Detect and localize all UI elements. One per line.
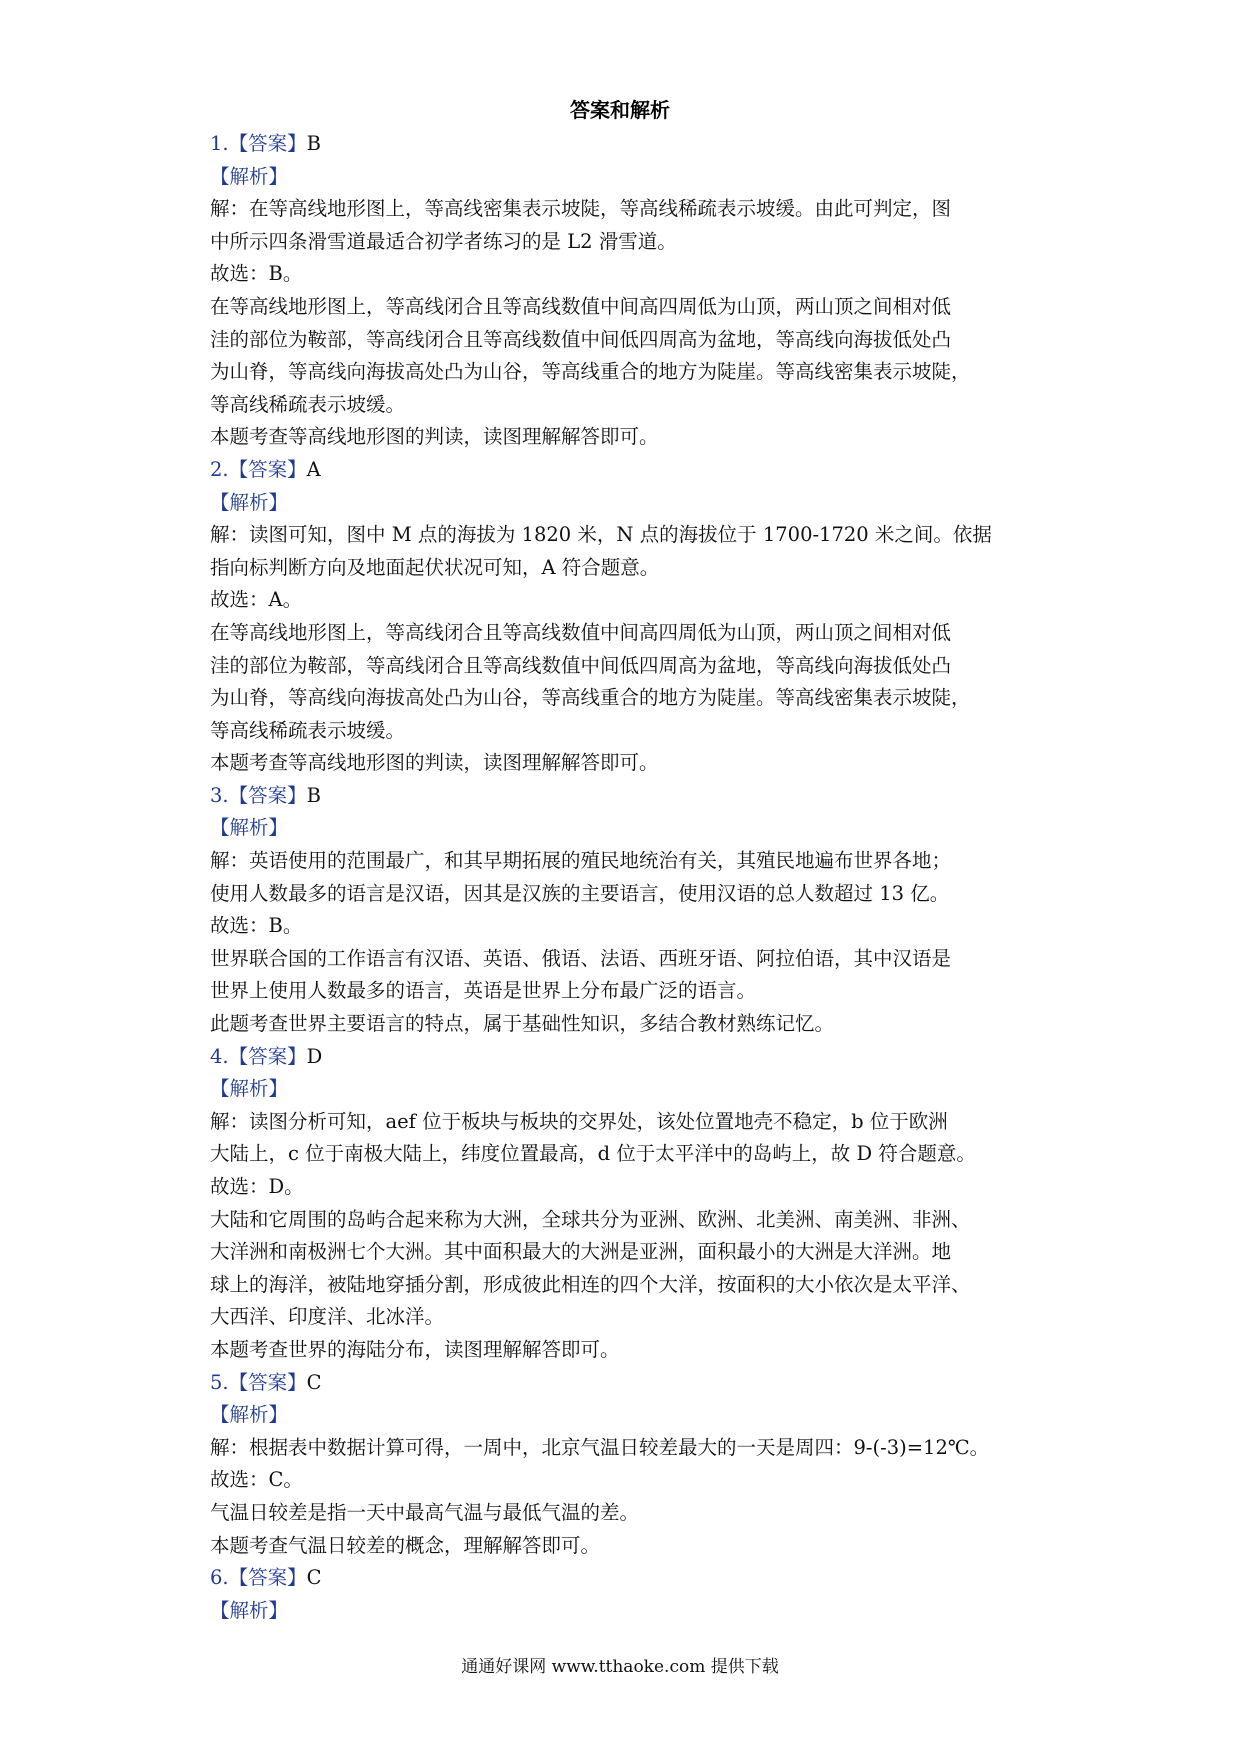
analysis-line: 洼的部位为鞍部，等高线闭合且等高线数值中间低四周高为盆地，等高线向海拔低处凸 bbox=[210, 327, 952, 351]
answer-tag: 【答案】 bbox=[228, 1370, 307, 1394]
analysis-tag: 【解析】 bbox=[210, 164, 289, 188]
analysis-line: 故选：A。 bbox=[210, 588, 303, 612]
answer-tag: 【答案】 bbox=[228, 1566, 307, 1590]
analysis-line: 为山脊，等高线向海拔高处凸为山谷，等高线重合的地方为陡崖。等高线密集表示坡陡， bbox=[210, 360, 971, 384]
analysis-line: 大陆上，c 位于南极大陆上，纬度位置最高，d 位于太平洋中的岛屿上，故 D 符合题意。 bbox=[210, 1142, 976, 1166]
analysis-line: 在等高线地形图上，等高线闭合且等高线数值中间高四周低为山顶，两山顶之间相对低 bbox=[210, 620, 952, 644]
analysis-line: 世界上使用人数最多的语言，英语是世界上分布最广泛的语言。 bbox=[210, 979, 757, 1003]
analysis-line: 为山脊，等高线向海拔高处凸为山谷，等高线重合的地方为陡崖。等高线密集表示坡陡， bbox=[210, 686, 971, 710]
answer-value: B bbox=[306, 783, 321, 807]
analysis-line: 中所示四条滑雪道最适合初学者练习的是 L2 滑雪道。 bbox=[210, 229, 677, 253]
answer-heading bbox=[210, 780, 1040, 813]
analysis-line: 此题考查世界主要语言的特点，属于基础性知识，多结合教材熟练记忆。 bbox=[210, 1012, 835, 1036]
analysis-line: 本题考查等高线地形图的判读，读图理解解答即可。 bbox=[210, 751, 659, 775]
analysis-line: 大洋洲和南极洲七个大洲。其中面积最大的大洲是亚洲，面积最小的大洲是大洋洲。地 bbox=[210, 1240, 952, 1264]
question-block bbox=[210, 1367, 1040, 1563]
analysis-line: 解：读图可知，图中 M 点的海拔为 1820 米，N 点的海拔位于 1700-1720 米之间。依据 bbox=[210, 523, 992, 547]
analysis-line: 使用人数最多的语言是汉语，因其是汉族的主要语言，使用汉语的总人数超过 13 亿。 bbox=[210, 881, 950, 905]
analysis-tag: 【解析】 bbox=[210, 1403, 289, 1427]
analysis-tag: 【解析】 bbox=[210, 1598, 289, 1622]
analysis-line: 解：根据表中数据计算可得，一周中，北京气温日较差最大的一天是周四：9-(-3)=12℃。 bbox=[210, 1435, 990, 1459]
answer-value: C bbox=[306, 1370, 322, 1394]
analysis-line: 球上的海洋，被陆地穿插分割，形成彼此相连的四个大洋，按面积的大小依次是太平洋、 bbox=[210, 1272, 971, 1296]
answer-value: B bbox=[306, 132, 321, 155]
page-title: 答案和解析 bbox=[570, 98, 670, 122]
answer-tag: 【答案】 bbox=[228, 457, 307, 481]
analysis-line: 大陆和它周围的岛屿合起来称为大洲，全球共分为亚洲、欧洲、北美洲、南美洲、非洲、 bbox=[210, 1207, 971, 1231]
analysis-tag: 【解析】 bbox=[210, 1077, 289, 1101]
analysis-line: 在等高线地形图上，等高线闭合且等高线数值中间高四周低为山顶，两山顶之间相对低 bbox=[210, 294, 952, 318]
analysis-line: 本题考查世界的海陆分布，读图理解解答即可。 bbox=[210, 1337, 620, 1361]
question-block bbox=[210, 1562, 1040, 1627]
analysis-line: 世界联合国的工作语言有汉语、英语、俄语、法语、西班牙语、阿拉伯语，其中汉语是 bbox=[210, 946, 952, 970]
analysis-line: 解：英语使用的范围最广，和其早期拓展的殖民地统治有关，其殖民地遍布世界各地； bbox=[210, 849, 952, 873]
answer-heading bbox=[210, 454, 1040, 487]
answer-heading bbox=[210, 1562, 1040, 1595]
answer-content bbox=[210, 128, 1040, 1627]
analysis-line: 洼的部位为鞍部，等高线闭合且等高线数值中间低四周高为盆地，等高线向海拔低处凸 bbox=[210, 653, 952, 677]
question-number: 2. bbox=[210, 457, 229, 481]
answer-heading bbox=[210, 1041, 1040, 1074]
analysis-line: 指向标判断方向及地面起伏状况可知，A 符合题意。 bbox=[210, 555, 660, 579]
analysis-line: 故选：C。 bbox=[210, 1468, 303, 1492]
answer-value: D bbox=[306, 1044, 323, 1068]
answer-heading bbox=[210, 128, 1040, 161]
answer-heading bbox=[210, 1367, 1040, 1400]
analysis-line: 解：读图分析可知，aef 位于板块与板块的交界处，该处位置地壳不稳定，b 位于欧洲 bbox=[210, 1109, 948, 1133]
question-block bbox=[210, 454, 1040, 780]
question-number: 5. bbox=[210, 1370, 229, 1394]
analysis-line: 故选：B。 bbox=[210, 262, 303, 286]
analysis-tag: 【解析】 bbox=[210, 816, 289, 840]
question-number: 1. bbox=[210, 132, 229, 155]
page-footer: 通通好课网 www.tthaoke.com 提供下载 bbox=[461, 1657, 779, 1677]
answer-tag: 【答案】 bbox=[228, 783, 307, 807]
question-number: 4. bbox=[210, 1044, 229, 1068]
question-number: 3. bbox=[210, 783, 229, 807]
analysis-line: 解：在等高线地形图上，等高线密集表示坡陡，等高线稀疏表示坡缓。由此可判定，图 bbox=[210, 197, 952, 221]
answer-value: C bbox=[306, 1566, 322, 1590]
analysis-line: 本题考查等高线地形图的判读，读图理解解答即可。 bbox=[210, 425, 659, 449]
analysis-line: 本题考查气温日较差的概念，理解解答即可。 bbox=[210, 1533, 601, 1557]
question-block bbox=[210, 1041, 1040, 1367]
question-number: 6. bbox=[210, 1566, 229, 1590]
question-block bbox=[210, 780, 1040, 1041]
answer-value: A bbox=[306, 457, 321, 481]
answer-tag: 【答案】 bbox=[228, 1044, 307, 1068]
analysis-line: 等高线稀疏表示坡缓。 bbox=[210, 718, 406, 742]
analysis-line: 故选：D。 bbox=[210, 1175, 304, 1198]
analysis-tag: 【解析】 bbox=[210, 490, 289, 514]
analysis-line: 等高线稀疏表示坡缓。 bbox=[210, 392, 406, 416]
answer-tag: 【答案】 bbox=[228, 132, 307, 155]
analysis-line: 故选：B。 bbox=[210, 914, 303, 938]
question-block bbox=[210, 128, 1040, 454]
analysis-line: 大西洋、印度洋、北冰洋。 bbox=[210, 1305, 445, 1329]
analysis-line: 气温日较差是指一天中最高气温与最低气温的差。 bbox=[210, 1500, 640, 1524]
